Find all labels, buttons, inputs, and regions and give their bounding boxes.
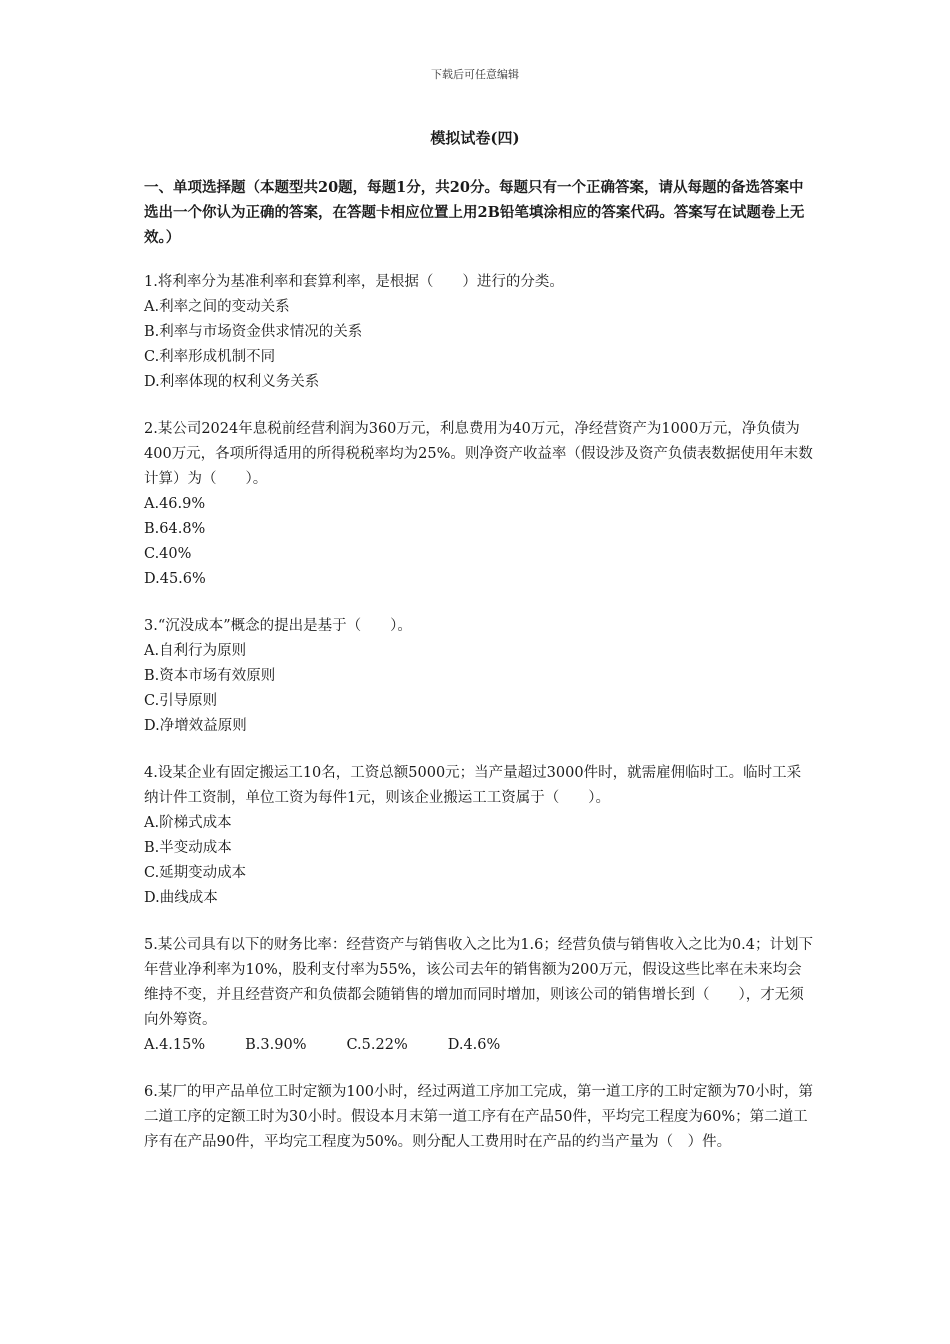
option-d: D.曲线成本 <box>144 890 218 906</box>
question-stem: 5.某公司具有以下的财务比率：经营资产与销售收入之比为1.6；经营负债与销售收入之比为0.4；计划下年营业净利率为10%，股利支付率为55%，该公司去年的销售额为200万元，假设这些比率在未来均会维持不变，并且经营资产和负债都会随销售的增加而同时增加，则该公司的销售增长到（ ），才无须向外筹资。 <box>144 937 813 1028</box>
option-b: B.半变动成本 <box>144 840 232 856</box>
question-1 <box>144 270 814 395</box>
option-b: B.64.8% <box>144 521 206 537</box>
option-a: A.自利行为原则 <box>144 643 247 659</box>
option-c: C.引导原则 <box>144 693 218 709</box>
option-d: D.4.6% <box>447 1037 501 1053</box>
question-stem: 6.某厂的甲产品单位工时定额为100小时，经过两道工序加工完成，第一道工序的工时定额为70小时，第二道工序的定额工时为30小时。假设本月末第一道工序有在产品50件，平均完工程度为60%；第二道工序有在产品90件，平均完工程度为50%。则分配人工费用时在产品的约当产量为（ ）件。 <box>144 1084 813 1150</box>
option-a: A.4.15% <box>144 1037 206 1053</box>
page-title: 模拟试卷(四) <box>430 129 520 147</box>
question-stem: 4.设某企业有固定搬运工10名，工资总额5000元；当产量超过3000件时，就需雇佣临时工。临时工采纳计件工资制，单位工资为每件1元，则该企业搬运工工资属于（ ）。 <box>144 765 802 806</box>
option-d: D.45.6% <box>144 571 206 587</box>
section-instructions: 一、单项选择题（本题型共20题，每题1分，共20分。每题只有一个正确答案，请从每题的备选答案中选出一个你认为正确的答案，在答题卡相应位置上用2B铅笔填涂相应的答案代码。答案写在试题卷上无效。） <box>144 179 805 246</box>
option-b: B.3.90% <box>245 1037 307 1053</box>
question-stem: 3.“沉没成本”概念的提出是基于（ ）。 <box>144 618 412 634</box>
question-stem: 1.将利率分为基准利率和套算利率，是根据（ ）进行的分类。 <box>144 274 564 290</box>
question-6 <box>144 1080 814 1155</box>
option-b: B.资本市场有效原则 <box>144 668 276 684</box>
option-d: D.利率体现的权利义务关系 <box>144 374 320 390</box>
exam-content <box>144 175 814 1177</box>
question-5 <box>144 933 814 1058</box>
option-b: B.利率与市场资金供求情况的关系 <box>144 324 363 340</box>
option-c: C.利率形成机制不同 <box>144 349 276 365</box>
option-c: C.40% <box>144 546 192 562</box>
option-a: A.利率之间的变动关系 <box>144 299 290 315</box>
question-3 <box>144 614 814 739</box>
option-c: C.5.22% <box>346 1037 408 1053</box>
option-c: C.延期变动成本 <box>144 865 247 881</box>
inline-options <box>144 1033 814 1058</box>
question-stem: 2.某公司2024年息税前经营利润为360万元，利息费用为40万元，净经营资产为1000万元，净负债为400万元，各项所得适用的所得税税率均为25%。则净资产收益率（假设涉及资产负债表数据使用年末数计算）为（ ）。 <box>144 421 813 487</box>
header-note: 下载后可任意编辑 <box>431 68 519 81</box>
option-a: A.46.9% <box>144 496 206 512</box>
option-d: D.净增效益原则 <box>144 718 247 734</box>
question-2 <box>144 417 814 592</box>
question-4 <box>144 761 814 911</box>
option-a: A.阶梯式成本 <box>144 815 232 831</box>
